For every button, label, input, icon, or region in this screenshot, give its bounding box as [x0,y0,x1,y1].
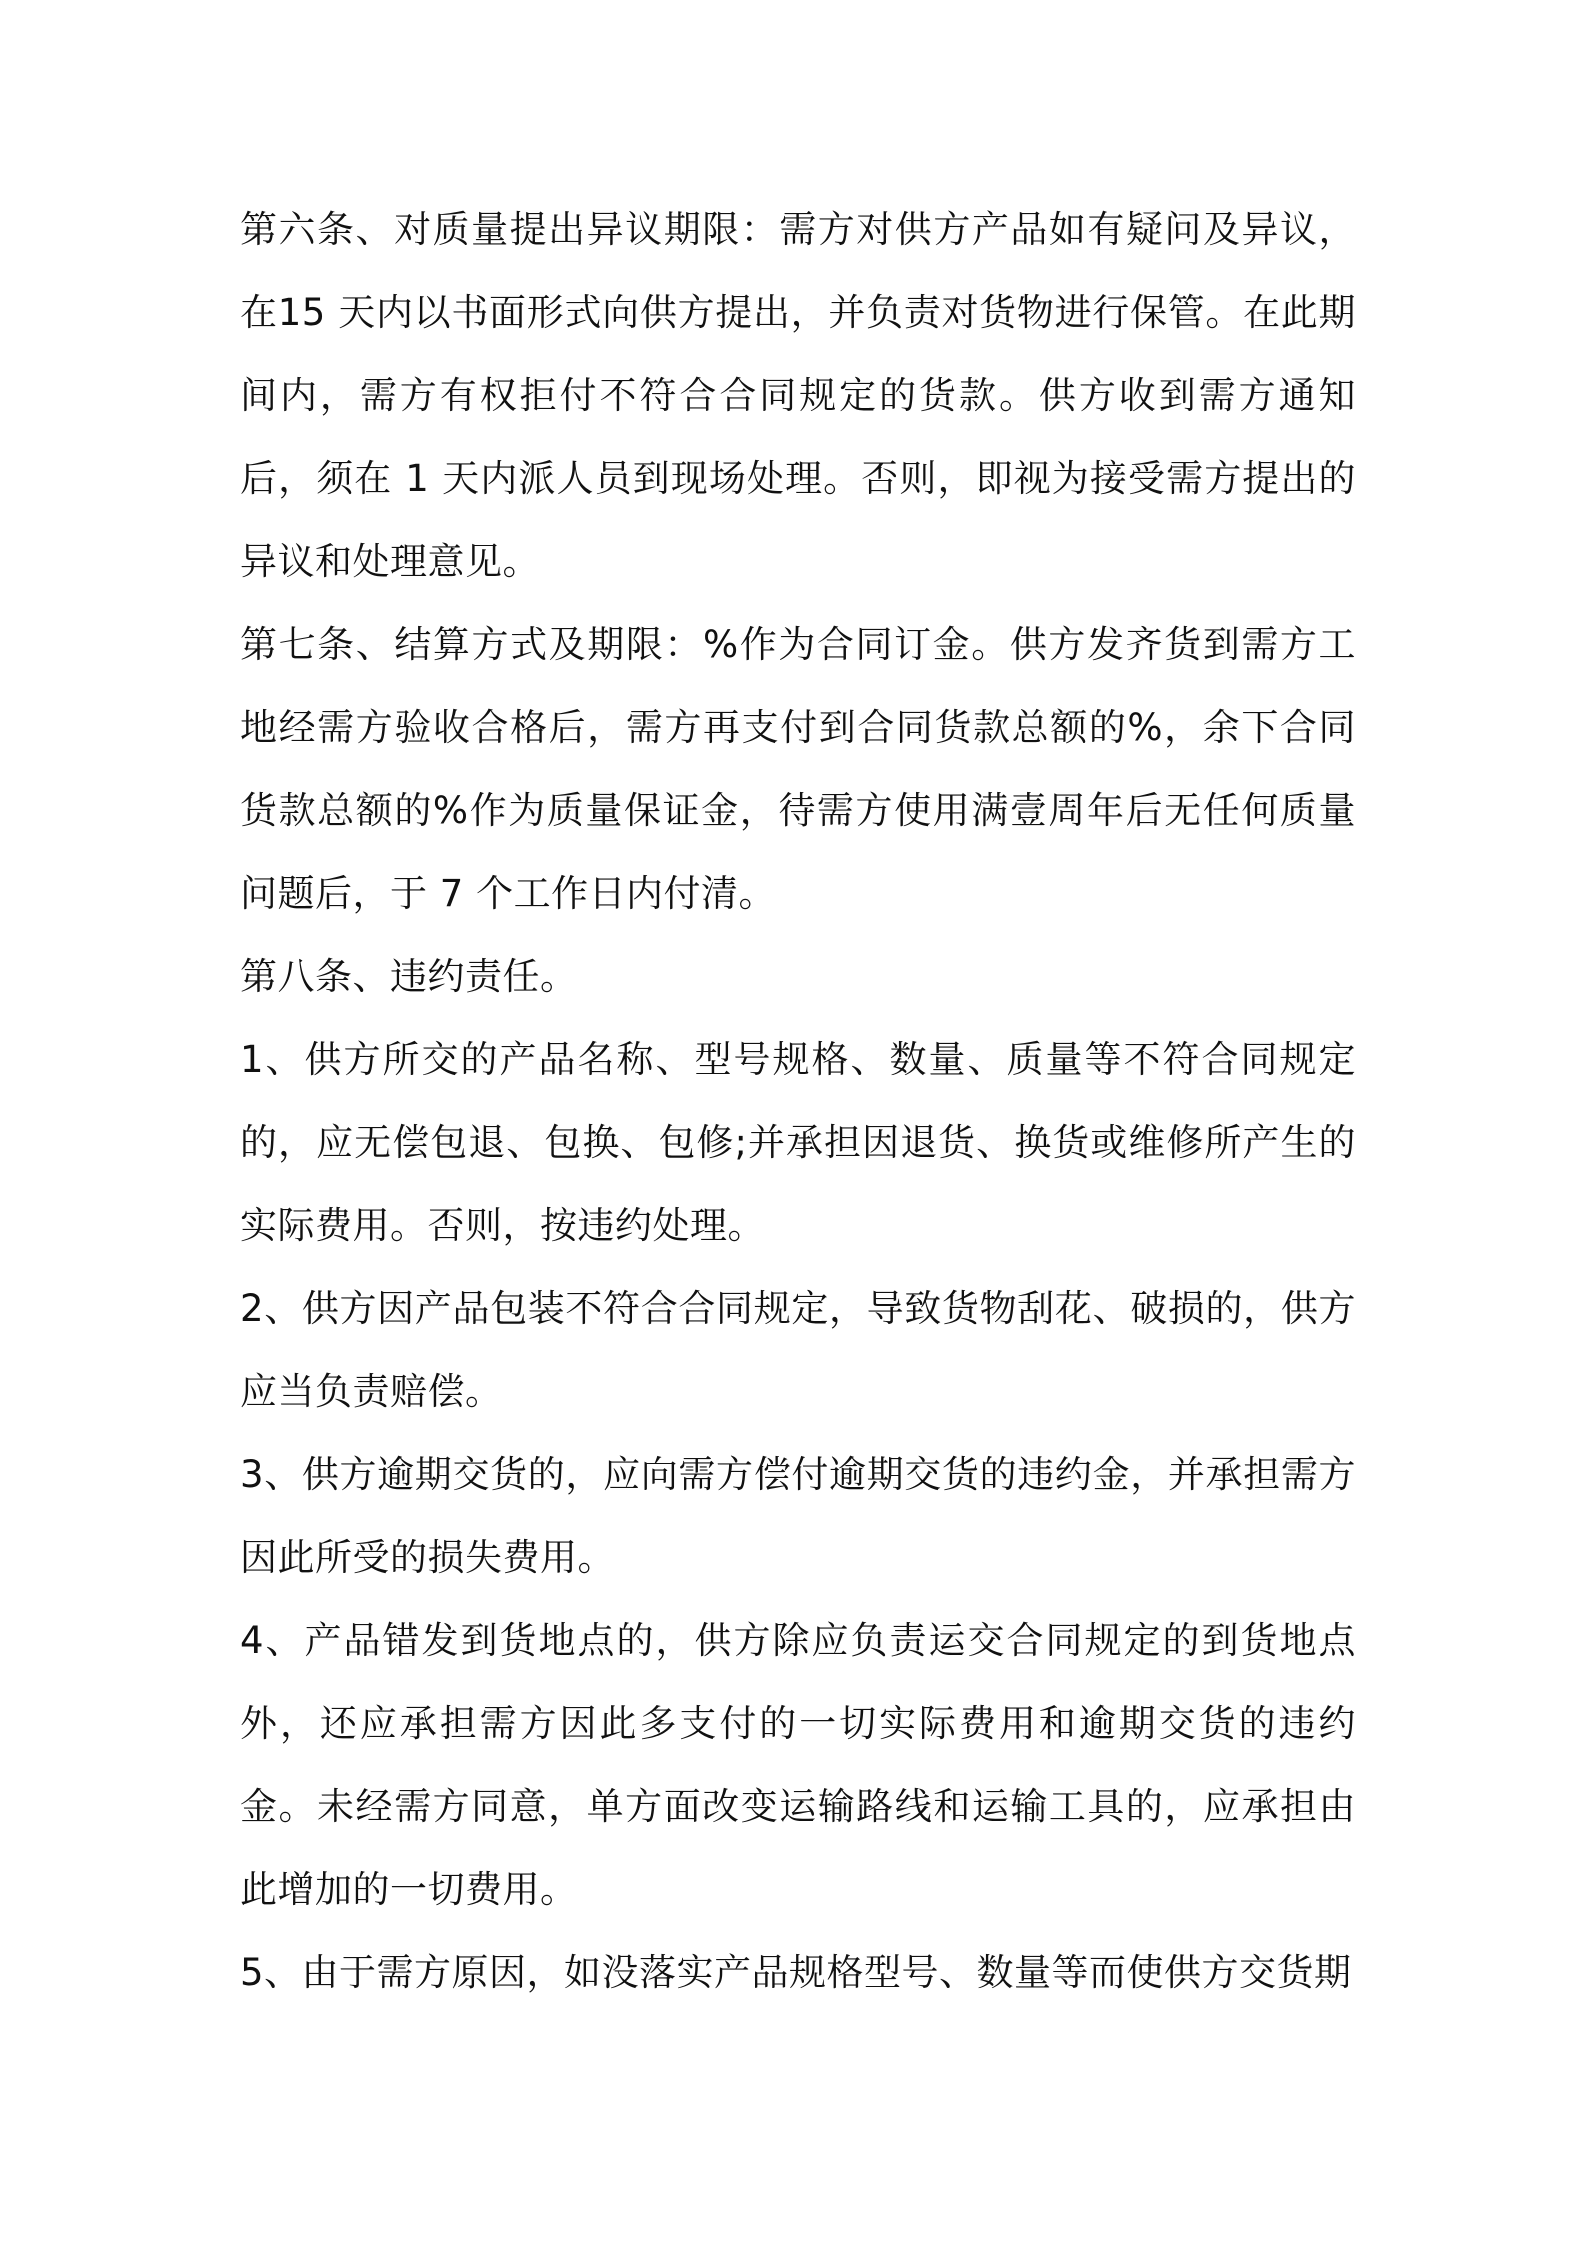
clause-8-item-3: 3、供方逾期交货的，应向需方偿付逾期交货的违约金，并承担需方因此所受的损失费用。 [240,1453,1356,1579]
clause-8-item-1: 1、供方所交的产品名称、型号规格、数量、质量等不符合同规定的，应无偿包退、包换、包修;并承担因退货、换货或维修所产生的实际费用。否则，按违约处理。 [240,1038,1356,1247]
clause-8-item-2: 2、供方因产品包装不符合合同规定，导致货物刮花、破损的，供方应当负责赔偿。 [240,1287,1356,1413]
clause-8-item-4: 4、产品错发到货地点的，供方除应负责运交合同规定的到货地点外，还应承担需方因此多支付的一切实际费用和逾期交货的违约金。未经需方同意，单方面改变运输路线和运输工具的，应承担由此增加的一切费用。 [240,1619,1356,1911]
clause-7-paragraph: 第七条、结算方式及期限：%作为合同订金。供方发齐货到需方工地经需方验收合格后，需方再支付到合同货款总额的%，余下合同货款总额的%作为质量保证金，待需方使用满壹周年后无任何质量问题后，于 7 个工作日内付清。 [240,623,1356,915]
clause-8-item-5: 5、由于需方原因，如没落实产品规格型号、数量等而使供方交货期 [240,1951,1352,1994]
document-body [240,188,1356,2014]
clause-6-paragraph: 第六条、对质量提出异议期限：需方对供方产品如有疑问及异议，在15 天内以书面形式向供方提出，并负责对货物进行保管。在此期间内，需方有权拒付不符合合同规定的货款。供方收到需方通知后，须在 1 天内派人员到现场处理。否则，即视为接受需方提出的异议和处理意见。 [240,208,1356,583]
clause-8-heading: 第八条、违约责任。 [240,955,578,998]
